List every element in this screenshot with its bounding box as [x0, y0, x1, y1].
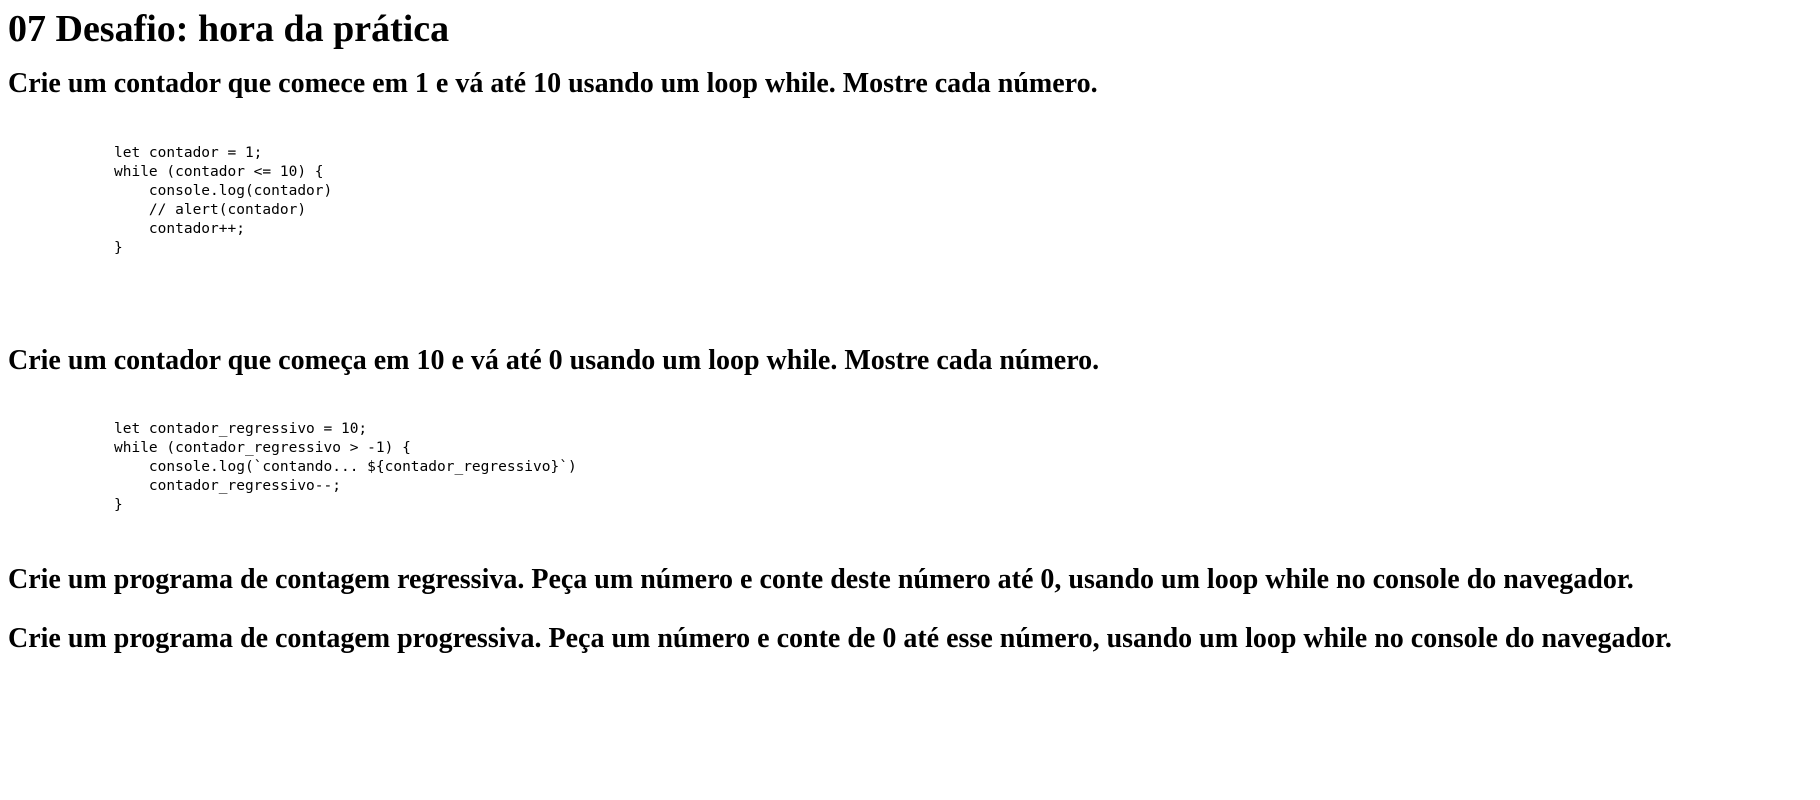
page-content	[0, 4, 1820, 657]
code-block-2: let contador_regressivo = 10; while (contador_regressivo > -1) { console.log(`contando... ${contador_regressivo}`) contador_regressivo--; }	[114, 421, 577, 513]
task-heading-3: Crie um programa de contagem regressiva. Peça um número e conte deste número até 0, usando um loop while no console do navegador.	[8, 564, 1634, 595]
task-heading-4: Crie um programa de contagem progressiva. Peça um número e conte de 0 até esse número, usando um loop while no console do navegador.	[8, 623, 1672, 654]
page-title: 07 Desafio: hora da prática	[8, 8, 450, 50]
task-heading-2: Crie um contador que começa em 10 e vá até 0 usando um loop while. Mostre cada número.	[8, 345, 1100, 376]
code-block-1: let contador = 1; while (contador <= 10) { console.log(contador) // alert(contador) contador++; }	[114, 145, 333, 256]
task-heading-1: Crie um contador que comece em 1 e vá até 10 usando um loop while. Mostre cada número.	[8, 68, 1098, 99]
